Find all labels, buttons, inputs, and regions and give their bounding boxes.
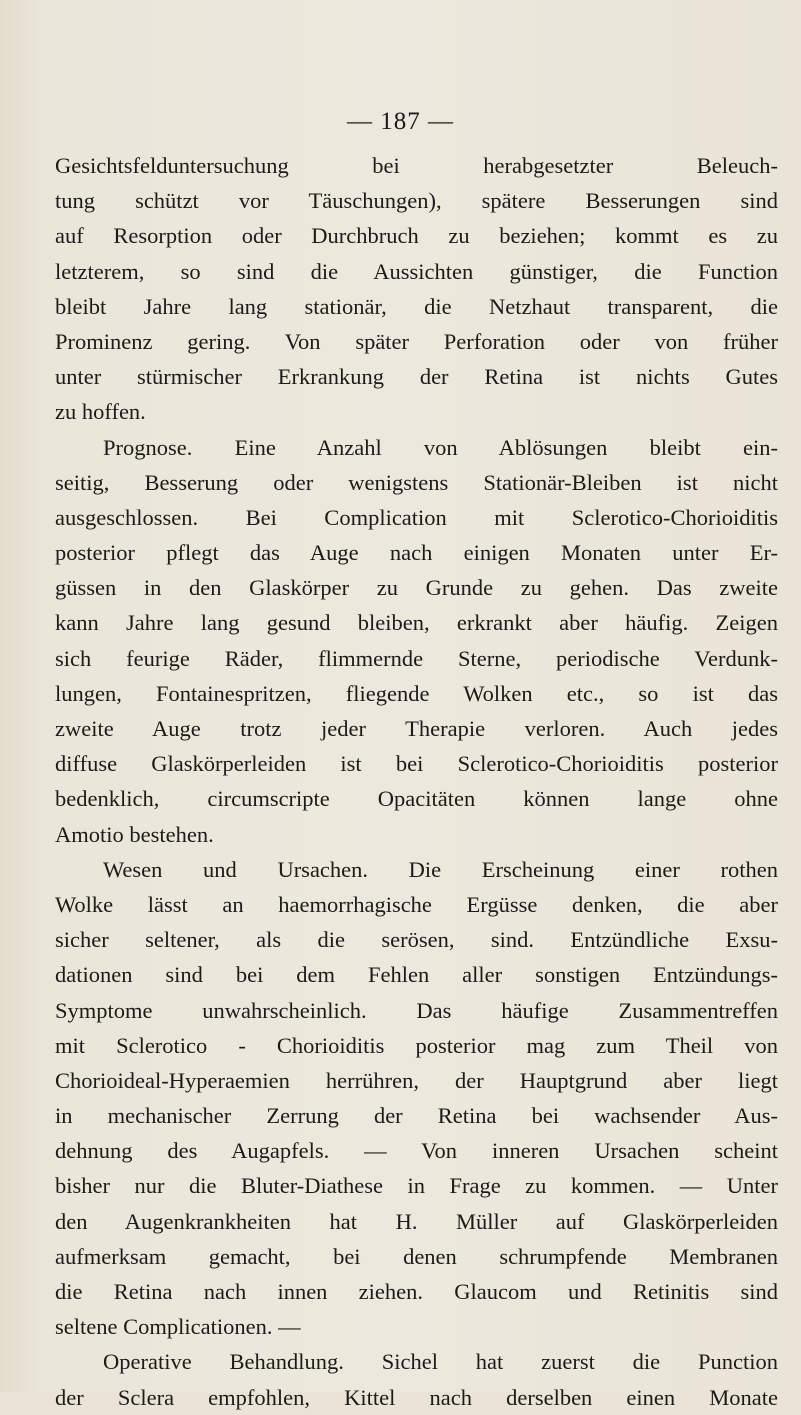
text-line: Prognose. Eine Anzahl von Ablösungen bleibt ein- [103,434,778,460]
text-line: Chorioideal-Hyperaemien herrühren, der Hauptgrund aber liegt [55,1067,778,1093]
text-line: zweite Auge trotz jeder Therapie verloren. Auch jedes [55,716,778,741]
text-line: die Retina nach innen ziehen. Glaucom und Retinitis sind [55,1279,778,1304]
text-line: bleibt Jahre lang stationär, die Netzhaut transparent, die [55,293,778,319]
text-line: seitig, Besserung oder wenigstens Stationär-Bleiben ist nicht [55,469,778,495]
text-line: sicher seltener, als die serösen, sind. Entzündliche Exsu- [55,927,778,953]
body-text [55,148,778,1415]
text-line: Operative Behandlung. Sichel hat zuerst die Punction [103,1349,778,1375]
text-line: posterior pflegt das Auge nach einigen Monaten unter Er- [55,540,778,566]
text-line: mit Sclerotico - Chorioiditis posterior mag zum Theil von [55,1032,778,1058]
text-line: Wesen und Ursachen. Die Erscheinung einer rothen [103,856,778,882]
text-line: Amotio bestehen. [55,821,214,847]
text-line: seltene Complicationen. — [55,1314,301,1340]
text-line: güssen in den Glaskörper zu Grunde zu gehen. Das zweite [55,575,778,601]
text-line: auf Resorption oder Durchbruch zu beziehen; kommt es zu [55,223,778,249]
text-line: Wolke lässt an haemorrhagische Ergüsse denken, die aber [55,891,778,917]
text-line: unter stürmischer Erkrankung der Retina ist nichts Gutes [55,364,778,390]
text-line: zu hoffen. [55,399,146,425]
text-line: in mechanischer Zerrung der Retina bei wachsender Aus- [55,1103,778,1129]
text-line: bedenklich, circumscripte Opacitäten können lange ohne [55,786,778,812]
text-line: bisher nur die Bluter-Diathese in Frage zu kommen. — Unter [55,1173,778,1199]
text-line: Symptome unwahrscheinlich. Das häufige Zusammentreffen [55,997,778,1023]
text-line: ausgeschlossen. Bei Complication mit Sclerotico-Chorioiditis [55,504,778,530]
text-line: letzterem, so sind die Aussichten günstiger, die Function [55,258,778,284]
page-number: — 187 — [347,108,454,135]
text-line: dationen sind bei dem Fehlen aller sonstigen Entzündungs- [55,962,778,988]
text-line: tung schützt vor Täuschungen), spätere Besserungen sind [55,188,778,214]
text-line: sich feurige Räder, flimmernde Sterne, periodische Verdunk- [55,645,778,671]
text-line: den Augenkrankheiten hat H. Müller auf Glaskörperleiden [55,1208,778,1234]
text-line: dehnung des Augapfels. — Von inneren Ursachen scheint [55,1138,778,1164]
text-line: der Sclera empfohlen, Kittel nach derselben einen Monate [55,1384,778,1410]
text-line: Prominenz gering. Von später Perforation oder von früher [55,328,778,354]
text-line: Gesichtsfelduntersuchung bei herabgesetzter Beleuch- [55,153,778,178]
text-line: diffuse Glaskörperleiden ist bei Sclerotico-Chorioiditis posterior [55,751,778,777]
text-line: lungen, Fontainespritzen, fliegende Wolken etc., so ist das [55,680,778,706]
text-line: kann Jahre lang gesund bleiben, erkrankt aber häufig. Zeigen [55,610,778,636]
text-line: aufmerksam gemacht, bei denen schrumpfende Membranen [55,1243,778,1269]
